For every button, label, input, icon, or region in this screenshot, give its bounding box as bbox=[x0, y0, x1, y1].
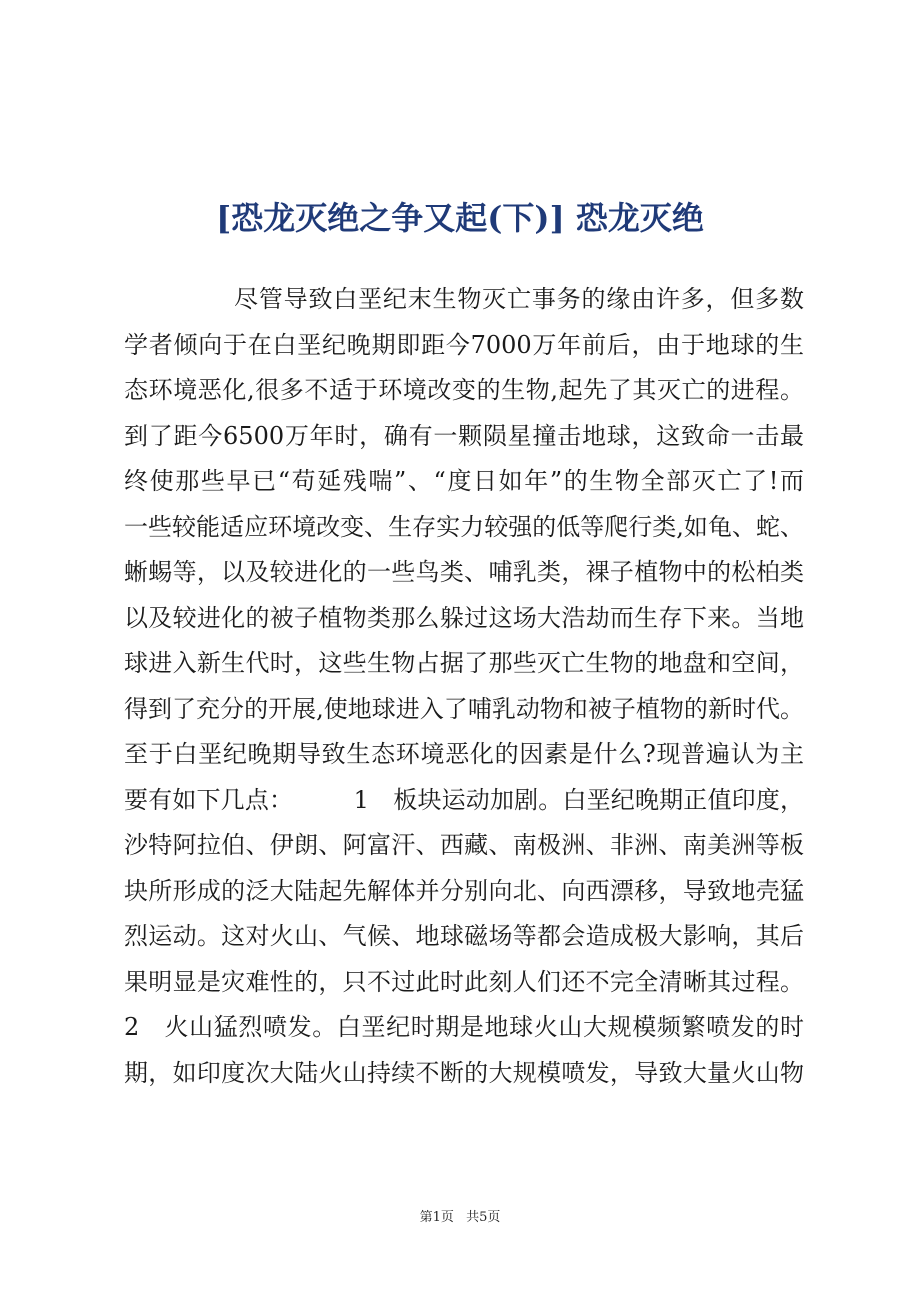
document-title: [恐龙灭绝之争又起(下)] 恐龙灭绝 bbox=[216, 199, 704, 237]
body-line: 学者倾向于在白垩纪晚期即距今7000万年前后，由于地球的生 bbox=[124, 330, 804, 359]
body-line: 蜥蜴等，以及较进化的一些鸟类、哺乳类，裸子植物中的松柏类 bbox=[124, 558, 804, 586]
body-line: 2 火山猛烈喷发。白垩纪时期是地球火山大规模频繁喷发的时 bbox=[124, 1013, 804, 1041]
body-line: 块所形成的泛大陆起先解体并分别向北、向西漂移，导致地壳猛 bbox=[124, 876, 804, 905]
body-line: 得到了充分的开展,使地球进入了哺乳动物和被子植物的新时代。 bbox=[124, 694, 804, 723]
page-footer bbox=[0, 1206, 920, 1225]
body-line: 态环境恶化,很多不适于环境改变的生物,起先了其灭亡的进程。 bbox=[124, 376, 804, 404]
body-line: 沙特阿拉伯、伊朗、阿富汗、西藏、南极洲、非洲、南美洲等板 bbox=[124, 831, 804, 859]
body-line: 烈运动。这对火山、气候、地球磁场等都会造成极大影响，其后 bbox=[124, 922, 804, 950]
page-total: 共5页 bbox=[466, 1210, 501, 1225]
body-line: 尽管导致白垩纪末生物灭亡事务的缘由许多，但多数 bbox=[234, 285, 804, 313]
body-line: 球进入新生代时，这些生物占据了那些灭亡生物的地盘和空间， bbox=[124, 649, 804, 677]
body-line: 到了距今6500万年时，确有一颗陨星撞击地球，这致命一击最 bbox=[124, 421, 804, 450]
body-line: 要有如下几点： 1 板块运动加剧。白垩纪晚期正值印度， bbox=[124, 785, 804, 814]
page-number: 第1页 bbox=[419, 1210, 454, 1225]
body-line: 果明显是灾难性的，只不过此时此刻人们还不完全清晰其过程。 bbox=[124, 967, 804, 996]
body-line: 一些较能适应环境改变、生存实力较强的低等爬行类,如龟、蛇、 bbox=[124, 512, 804, 541]
body-line: 至于白垩纪晚期导致生态环境恶化的因素是什么?现普遍认为主 bbox=[124, 740, 804, 768]
body-line: 以及较进化的被子植物类那么躲过这场大浩劫而生存下来。当地 bbox=[124, 603, 804, 632]
document-body bbox=[124, 277, 804, 1096]
body-line: 期，如印度次大陆火山持续不断的大规模喷发，导致大量火山物 bbox=[124, 1058, 804, 1087]
body-line: 终使那些早已“苟延残喘”、“度日如年”的生物全部灭亡了!而 bbox=[124, 467, 804, 495]
